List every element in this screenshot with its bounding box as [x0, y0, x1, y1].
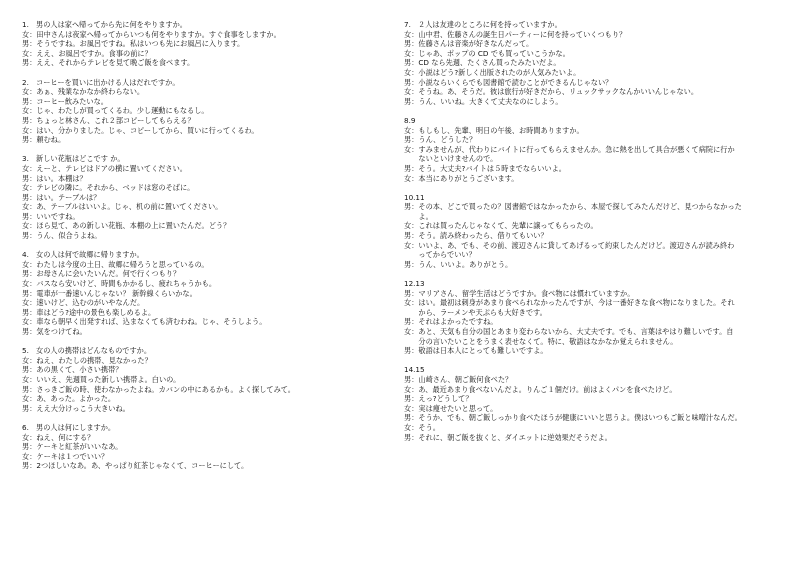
dialogue-line: 女：あ、テーブルはいいよ。じゃ、机の前に置いてください。	[22, 202, 223, 212]
dialogue-line: 男：頼むね。	[22, 135, 66, 145]
dialogue-line: 男：ちょっと林さん、これ２部コピーしてもらえる？	[22, 115, 195, 125]
dialogue-line: 男：ええ大分けっこう大きいね。	[22, 403, 130, 413]
dialogue-line: 女：いいえ、先週買った新しい携帯よ。白いの。	[22, 374, 181, 384]
dialogue-line: 女：ケーキは１つでいい？	[22, 451, 109, 461]
dialogue-line: 男：そう。読み終わったら、借りてもいい？	[404, 231, 548, 241]
dialogue-line: 男：お母さんに会いたいんだ。何で行くつもり？	[22, 269, 181, 279]
question-title: 10.11	[404, 192, 425, 202]
dialogue-section	[22, 78, 394, 155]
dialogue-line: 女：実は痩せたいと思って。	[404, 403, 498, 413]
dialogue-line: 男：ケーキと紅茶がいいなあ。	[22, 442, 123, 452]
dialogue-section	[404, 116, 774, 193]
dialogue-line: 男：そう。大丈夫?バイトは５時までならいいよ。	[404, 163, 566, 173]
dialogue-section	[404, 365, 774, 442]
question-title: 8.9	[404, 115, 416, 125]
question-title: 1. 男の人は家へ帰ってから先に何をやりますか。	[22, 20, 187, 29]
dialogue-line: 男：佐藤さんは音楽が好きなんだって。	[404, 39, 534, 49]
section-gap	[22, 241, 394, 251]
dialogue-line: 女：バスなら安いけど、時間もかかるし、疲れちゃうかも。	[22, 279, 217, 289]
dialogue-line: 女：わたしは今度の土日、故郷に帰ろうと思っているの。	[22, 259, 209, 269]
dialogue-line: 女：はい、分かりました。じゃ、コピーしてから、買いに行ってくるわ。	[22, 125, 259, 135]
question-title: 3. 新しい花瓶はどこです か。	[22, 154, 125, 164]
question-title: 14.15	[404, 365, 425, 375]
section-gap	[22, 413, 394, 423]
dialogue-line: 女：あぁ、残業なかなか終わらない。	[22, 87, 145, 97]
dialogue-line: 男：コーヒー飲みたいな。	[22, 96, 108, 106]
dialogue-section	[404, 279, 774, 365]
question-title: 2. コーヒーを買いに出かける人はだれですか。	[22, 77, 180, 87]
dialogue-line: 男：うん、どうした？	[404, 135, 477, 145]
section-gap	[22, 337, 394, 347]
dialogue-line: 女：もしもし、先輩、明日の午後、お時間ありますか。	[404, 125, 584, 135]
dialogue-line: ってからでいい？	[404, 250, 476, 260]
section-gap	[404, 183, 774, 193]
dialogue-line: 男：はい。本棚は？	[22, 173, 87, 183]
dialogue-line: 女：速いけど、込むのがいやなんだ。	[22, 298, 145, 308]
right-column	[404, 20, 774, 442]
dialogue-line: 男：そうですね。お風呂ですね。私はいつも先にお風呂に入ります。	[22, 39, 245, 49]
dialogue-line: 男：CD なら先週、たくさん買ったみたいだよ。	[404, 58, 561, 68]
dialogue-line: 男：それはよかったですね。	[404, 317, 498, 327]
dialogue-line: 女：いいよ、あ、でも、その前、渡辺さんに貸してあげるって約束したんだけど。渡辺さんが読み終わ	[404, 240, 735, 250]
dialogue-section	[404, 193, 774, 279]
dialogue-line: 女：あ、あった。よかった。	[22, 394, 116, 404]
section-gap	[404, 269, 774, 279]
question-title: 4. 女の人は何で故郷に帰りますか。	[22, 250, 144, 260]
dialogue-line: 男：ええ、それからテレビを見て晩ご飯を食べます。	[22, 58, 195, 68]
dialogue-line: 女：じゃあ、ポップの CD でも買っていこうかな。	[404, 48, 570, 58]
dialogue-line: 女：すみませんが、代わりにバイトに行ってもらえませんか。急に熱を出して具合が悪くて病院に行か	[404, 144, 735, 154]
dialogue-line: 男：山崎さん、朝ご飯何食べた？	[404, 374, 513, 384]
dialogue-line: 男：さっきご飯の時、使わなかったよね。カバンの中にあるかも。よく探してみて。	[22, 384, 295, 394]
dialogue-line: 男：電車が一番速いんじゃない？ 新幹線くらいかな。	[22, 288, 197, 298]
dialogue-line: 男：いいですね。	[22, 211, 80, 221]
dialogue-line: 女：じゃ、わたしが買ってくるわ。少し運動にもなるし。	[22, 106, 209, 116]
dialogue-line: 女：小説はどう?新しく出版されたのが人気みたいよ。	[404, 67, 581, 77]
dialogue-line: 女：ほら見て、あの新しい花瓶、本棚の上に置いたんだ。どう？	[22, 221, 231, 231]
dialogue-section	[22, 423, 394, 471]
question-title: 5. 女の人の携帯はどんなものですか。	[22, 346, 152, 356]
dialogue-line: 女：あ、最近あまり食べないんだよ。りんご１個だけ。前はよくパンを食べたけど。	[404, 384, 677, 394]
dialogue-line: 男：それに、朝ご飯を抜くと、ダイエットに逆効果だそうだよ。	[404, 432, 612, 442]
dialogue-line: 女：テレビの隣に。それから、ベッドは窓のそばに。	[22, 183, 195, 193]
dialogue-line: 女：ねえ、何にする？	[22, 432, 95, 442]
dialogue-line: 女：本当にありがとうございます。	[404, 173, 519, 183]
dialogue-line: 女：はい。最初は刺身があまり食べられなかったんですが、今は一番好きな食べ物になりました。それ	[404, 298, 735, 308]
dialogue-line: 女：田中さんは夜家へ帰ってからいつも何をやりますか。すぐ食事をしますか。	[22, 29, 281, 39]
dialogue-section	[404, 20, 774, 116]
dialogue-line: 女：あと、天気も自分の国とあまり変わらないから、大丈夫です。でも、言葉はやはり難しいです。自	[404, 327, 734, 336]
question-title: 6. 男の人は何にしますか。	[22, 422, 116, 432]
dialogue-line: 女：そうね。あ、そうだ。彼は旅行が好きだから、リュックサックなんかいいんじゃない。	[404, 87, 699, 97]
section-gap	[22, 145, 394, 155]
question-title: 7. ２人は友達のところに何を持っていますか。	[404, 20, 562, 29]
dialogue-line: 女：ねえ、わたしの携帯、見なかった？	[22, 355, 152, 365]
dialogue-line: 男：小説ならいくらでも図書館で読むことができるんじゃない？	[404, 77, 613, 87]
dialogue-section	[22, 346, 394, 423]
question-title: 12.13	[404, 279, 425, 289]
dialogue-line: 男：はい。テーブルは？	[22, 192, 101, 202]
section-gap	[404, 356, 774, 366]
section-gap	[22, 68, 394, 78]
dialogue-section	[22, 20, 394, 78]
dialogue-line: 男：うん、似合うよね。	[22, 231, 102, 241]
dialogue-line: 男：気をつけてね。	[22, 327, 87, 336]
dialogue-line: から、ラーメンや天ぷらも大好きです。	[404, 307, 547, 317]
dialogue-line: 男：そうか、でも、朝ご飯しっかり食べたほうが健康にいいと思うよ。僕はいつもご飯と味噌汁なんだ。	[404, 413, 742, 423]
dialogue-line: 男：その本、どこで買ったの？図書館ではなかったから、本屋で探してみたんだけど、見つからなかった	[404, 202, 742, 212]
dialogue-line: ないといけませんので。	[404, 154, 498, 164]
section-gap	[404, 106, 774, 116]
dialogue-line: よ。	[404, 211, 433, 221]
dialogue-line: 分の言いたいことをうまく表せなくて。特に、敬語はなかなか覚えられません。	[404, 336, 678, 346]
dialogue-line: 男：えっ?どうして？	[404, 394, 473, 404]
dialogue-line: 男：あの黒くて、小さい携帯？	[22, 365, 123, 375]
dialogue-line: 男：マリアさん、留学生活はどうですか。食べ物には慣れていますか。	[404, 288, 635, 298]
dialogue-line: 男：車はどう?途中の景色も楽しめるよ。	[22, 307, 156, 317]
dialogue-line: 男：うん、いいね。大きくて丈夫なのにしよう。	[404, 96, 563, 106]
dialogue-line: 女：車なら朝早く出発すれば、込まなくても済むわね。じゃ、そうしよう。	[22, 317, 267, 327]
dialogue-line: 男：うん、いいよ。ありがとう。	[404, 259, 513, 269]
dialogue-section	[22, 250, 394, 346]
dialogue-line: 女：えーと、テレビはドアの横に置いてください。	[22, 163, 187, 173]
dialogue-line: 女：そう。	[404, 422, 440, 432]
dialogue-line: 男：敬語は日本人にとっても難しいですよ。	[404, 346, 548, 356]
left-column	[22, 20, 394, 471]
dialogue-line: 女：ええ、お風呂ですか。食事の前に？	[22, 48, 152, 58]
dialogue-line: 女：これは買ったんじゃなくて、先輩に譲ってもらったの。	[404, 221, 598, 231]
dialogue-section	[22, 154, 394, 250]
dialogue-line: 女：山中君、佐藤さんの誕生日パーティーに何を持っていくつもり？	[404, 29, 627, 39]
dialogue-line: 男：2つほしいなあ。あ、やっぱり紅茶じゃなくて、コーヒーにして。	[22, 461, 249, 471]
